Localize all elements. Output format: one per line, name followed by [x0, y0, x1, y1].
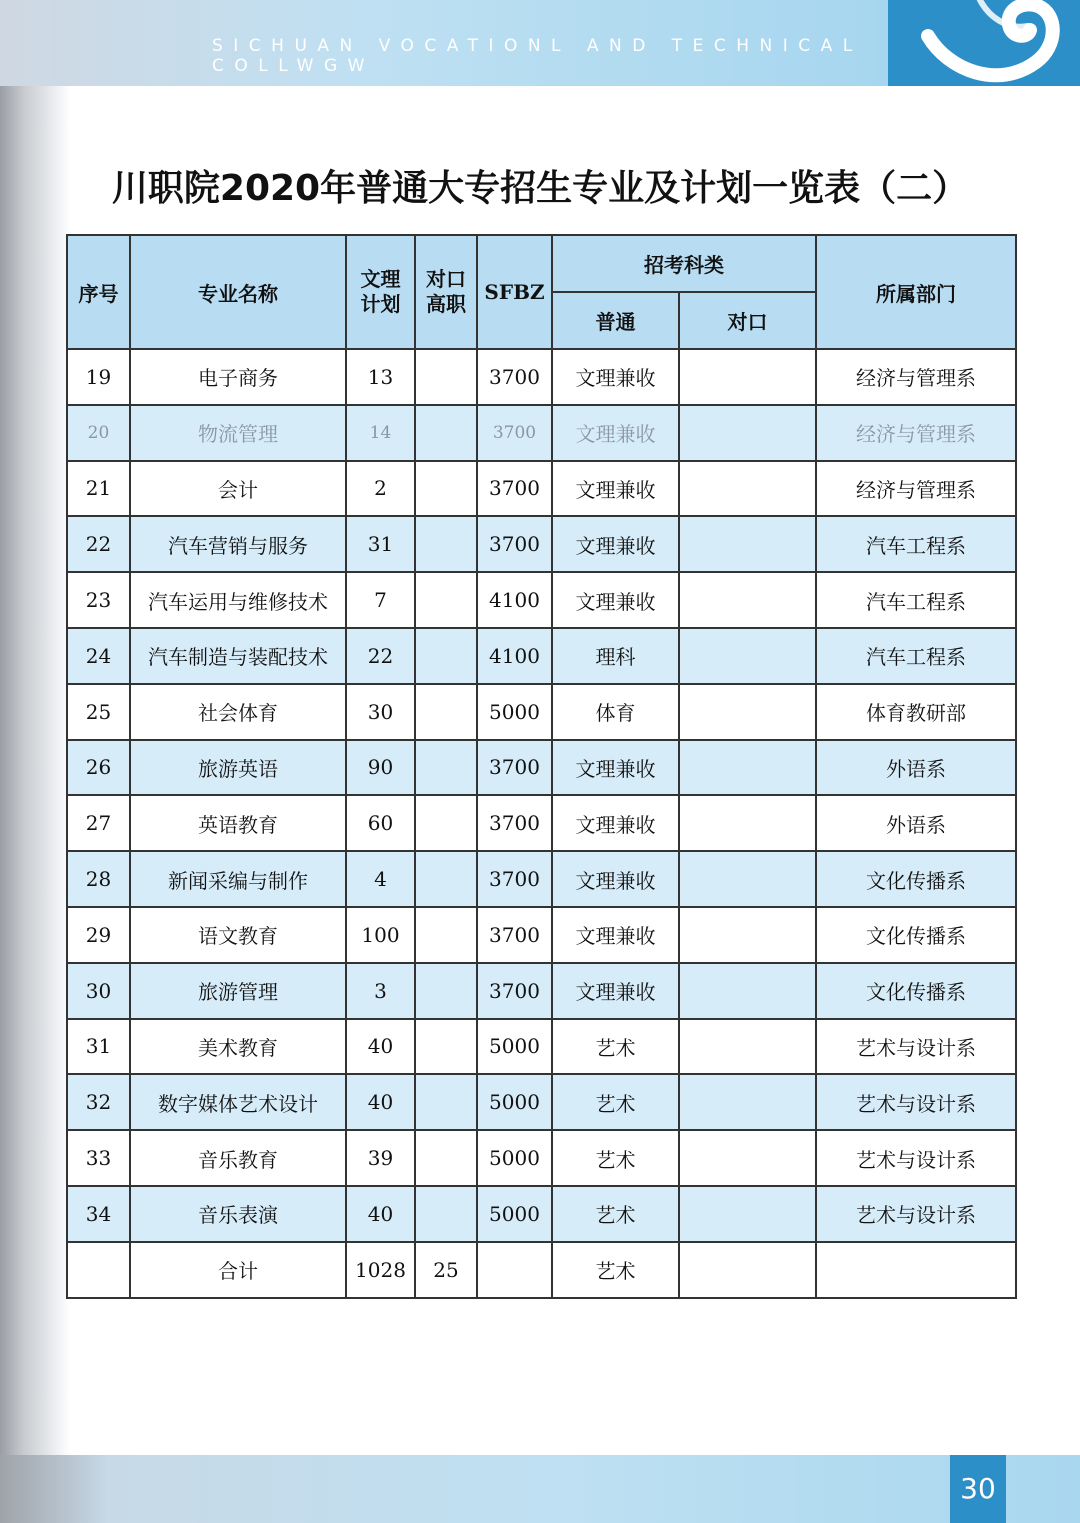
col-header-dept: 所属部门 [816, 235, 1016, 349]
cell-major: 物流管理 [130, 405, 346, 461]
cell-no: 32 [67, 1074, 130, 1130]
logo-box [888, 0, 1080, 86]
cell-no: 30 [67, 963, 130, 1019]
cell-plan: 1028 [346, 1242, 415, 1298]
cell-plan: 4 [346, 851, 415, 907]
cell-general-category: 文理兼收 [552, 405, 679, 461]
cell-general-category: 文理兼收 [552, 516, 679, 572]
cell-dept: 艺术与设计系 [816, 1186, 1016, 1242]
col-header-plan-line2: 计划 [360, 292, 401, 316]
cell-major: 汽车制造与装配技术 [130, 628, 346, 684]
cell-plan: 30 [346, 684, 415, 740]
cell-general-category: 艺术 [552, 1186, 679, 1242]
cell-general-category: 文理兼收 [552, 349, 679, 405]
cell-major: 英语教育 [130, 795, 346, 851]
cell-dept: 艺术与设计系 [816, 1130, 1016, 1186]
cell-dk-plan [415, 963, 477, 1019]
cell-sfbz: 3700 [477, 405, 552, 461]
col-header-dk [415, 235, 477, 349]
cell-no: 31 [67, 1019, 130, 1075]
cell-dk-category [679, 684, 816, 740]
cell-dept: 汽车工程系 [816, 516, 1016, 572]
cell-plan: 40 [346, 1186, 415, 1242]
cell-dept: 外语系 [816, 795, 1016, 851]
cell-general-category: 文理兼收 [552, 461, 679, 517]
cell-sfbz [477, 1242, 552, 1298]
cell-plan: 22 [346, 628, 415, 684]
cell-no: 28 [67, 851, 130, 907]
cell-dept: 体育教研部 [816, 684, 1016, 740]
table-row [67, 1130, 1016, 1186]
cell-major: 旅游管理 [130, 963, 346, 1019]
cell-dk-plan [415, 516, 477, 572]
table-row [67, 740, 1016, 796]
col-header-no: 序号 [67, 235, 130, 349]
cell-major: 旅游英语 [130, 740, 346, 796]
cell-plan: 40 [346, 1074, 415, 1130]
cell-dk-category [679, 1130, 816, 1186]
cell-dk-category [679, 349, 816, 405]
cell-general-category: 体育 [552, 684, 679, 740]
cell-no: 19 [67, 349, 130, 405]
table-total-row [67, 1242, 1016, 1298]
col-header-sfbz: SFBZ [477, 235, 552, 349]
cell-dk-category [679, 1242, 816, 1298]
cell-sfbz: 3700 [477, 963, 552, 1019]
cell-general-category: 文理兼收 [552, 907, 679, 963]
cell-plan: 7 [346, 572, 415, 628]
cell-dk-category [679, 851, 816, 907]
cell-general-category: 艺术 [552, 1019, 679, 1075]
cell-major: 音乐教育 [130, 1130, 346, 1186]
cell-dk-plan [415, 1019, 477, 1075]
cell-dk-category [679, 963, 816, 1019]
cell-sfbz: 3700 [477, 907, 552, 963]
cell-dept: 经济与管理系 [816, 461, 1016, 517]
cell-sfbz: 5000 [477, 1130, 552, 1186]
cell-dk-category [679, 628, 816, 684]
cell-no: 21 [67, 461, 130, 517]
cell-sfbz: 4100 [477, 628, 552, 684]
cell-dk-category [679, 572, 816, 628]
cell-sfbz: 5000 [477, 1186, 552, 1242]
cell-general-category: 理科 [552, 628, 679, 684]
table-row [67, 963, 1016, 1019]
cell-dept: 外语系 [816, 740, 1016, 796]
cell-major: 电子商务 [130, 349, 346, 405]
cell-no: 22 [67, 516, 130, 572]
footer-band [0, 1455, 1080, 1523]
cell-major: 语文教育 [130, 907, 346, 963]
cell-sfbz: 3700 [477, 516, 552, 572]
cell-dept: 文化传播系 [816, 851, 1016, 907]
table-row [67, 461, 1016, 517]
cell-no: 25 [67, 684, 130, 740]
cell-dk-category [679, 740, 816, 796]
table-row [67, 349, 1016, 405]
cell-dk-category [679, 1019, 816, 1075]
cell-plan: 40 [346, 1019, 415, 1075]
table-row [67, 516, 1016, 572]
cell-dk-plan [415, 1130, 477, 1186]
cell-dk-category [679, 405, 816, 461]
table-row [67, 1019, 1016, 1075]
cell-dk-plan [415, 461, 477, 517]
cell-dept: 艺术与设计系 [816, 1074, 1016, 1130]
cell-dept: 经济与管理系 [816, 349, 1016, 405]
cell-dk-category [679, 516, 816, 572]
table-row [67, 1186, 1016, 1242]
cell-general-category: 艺术 [552, 1242, 679, 1298]
cell-dk-plan [415, 1186, 477, 1242]
cell-dk-plan [415, 795, 477, 851]
cell-general-category: 文理兼收 [552, 740, 679, 796]
school-swirl-logo-icon [888, 0, 1080, 86]
table-row [67, 851, 1016, 907]
cell-plan: 39 [346, 1130, 415, 1186]
cell-dept: 文化传播系 [816, 907, 1016, 963]
col-header-plan [346, 235, 415, 349]
cell-plan: 60 [346, 795, 415, 851]
cell-sfbz: 3700 [477, 349, 552, 405]
col-header-general: 普通 [552, 292, 679, 349]
cell-major: 新闻采编与制作 [130, 851, 346, 907]
cell-dk-category [679, 907, 816, 963]
cell-plan: 31 [346, 516, 415, 572]
cell-general-category: 文理兼收 [552, 795, 679, 851]
page-title: 川职院2020年普通大专招生专业及计划一览表（二） [111, 168, 969, 209]
cell-dk-category [679, 1186, 816, 1242]
table-row [67, 572, 1016, 628]
cell-no: 20 [67, 405, 130, 461]
cell-major: 音乐表演 [130, 1186, 346, 1242]
table-row [67, 1074, 1016, 1130]
cell-dk-plan [415, 405, 477, 461]
table-row [67, 907, 1016, 963]
cell-dk-plan [415, 628, 477, 684]
cell-no: 26 [67, 740, 130, 796]
cell-no [67, 1242, 130, 1298]
cell-sfbz: 4100 [477, 572, 552, 628]
col-header-category: 招考科类 [552, 235, 816, 292]
cell-dk-plan [415, 740, 477, 796]
cell-no: 29 [67, 907, 130, 963]
cell-general-category: 艺术 [552, 1130, 679, 1186]
cell-dk-category [679, 461, 816, 517]
cell-major: 会计 [130, 461, 346, 517]
cell-general-category: 文理兼收 [552, 963, 679, 1019]
table-row [67, 628, 1016, 684]
header-band [0, 0, 888, 86]
cell-dk-category [679, 1074, 816, 1130]
cell-sfbz: 5000 [477, 684, 552, 740]
cell-dept: 艺术与设计系 [816, 1019, 1016, 1075]
cell-dk-plan [415, 1074, 477, 1130]
cell-plan: 13 [346, 349, 415, 405]
cell-general-category: 文理兼收 [552, 851, 679, 907]
cell-sfbz: 3700 [477, 795, 552, 851]
cell-plan: 90 [346, 740, 415, 796]
school-english-name: SICHUAN VOCATIONL AND TECHNICAL COLLWGW [212, 36, 863, 76]
cell-plan: 14 [346, 405, 415, 461]
cell-major: 合计 [130, 1242, 346, 1298]
cell-no: 27 [67, 795, 130, 851]
cell-dk-plan [415, 851, 477, 907]
table-row [67, 684, 1016, 740]
cell-no: 33 [67, 1130, 130, 1186]
cell-dk-plan: 25 [415, 1242, 477, 1298]
cell-no: 34 [67, 1186, 130, 1242]
cell-major: 社会体育 [130, 684, 346, 740]
col-header-dk-line1: 对口 [426, 267, 466, 291]
cell-no: 23 [67, 572, 130, 628]
cell-plan: 100 [346, 907, 415, 963]
cell-sfbz: 3700 [477, 740, 552, 796]
cell-no: 24 [67, 628, 130, 684]
table-row [67, 795, 1016, 851]
col-header-dk-line2: 高职 [426, 292, 466, 316]
cell-dept [816, 1242, 1016, 1298]
cell-major: 汽车运用与维修技术 [130, 572, 346, 628]
cell-sfbz: 3700 [477, 461, 552, 517]
cell-dept: 汽车工程系 [816, 572, 1016, 628]
cell-major: 美术教育 [130, 1019, 346, 1075]
cell-major: 汽车营销与服务 [130, 516, 346, 572]
col-header-major: 专业名称 [130, 235, 346, 349]
cell-dept: 汽车工程系 [816, 628, 1016, 684]
cell-plan: 3 [346, 963, 415, 1019]
enrollment-plan-table [66, 234, 1017, 1299]
book-spine-shadow [0, 0, 70, 1523]
col-header-plan-line1: 文理 [360, 267, 401, 291]
table-header-row [67, 235, 1016, 292]
cell-dk-plan [415, 349, 477, 405]
cell-major: 数字媒体艺术设计 [130, 1074, 346, 1130]
cell-general-category: 艺术 [552, 1074, 679, 1130]
cell-dk-category [679, 795, 816, 851]
cell-dept: 文化传播系 [816, 963, 1016, 1019]
cell-sfbz: 3700 [477, 851, 552, 907]
cell-dept: 经济与管理系 [816, 405, 1016, 461]
col-header-dk-category: 对口 [679, 292, 816, 349]
table-row [67, 405, 1016, 461]
page-number: 30 [950, 1455, 1006, 1523]
cell-sfbz: 5000 [477, 1019, 552, 1075]
cell-dk-plan [415, 572, 477, 628]
cell-dk-plan [415, 907, 477, 963]
cell-plan: 2 [346, 461, 415, 517]
cell-sfbz: 5000 [477, 1074, 552, 1130]
cell-general-category: 文理兼收 [552, 572, 679, 628]
cell-dk-plan [415, 684, 477, 740]
